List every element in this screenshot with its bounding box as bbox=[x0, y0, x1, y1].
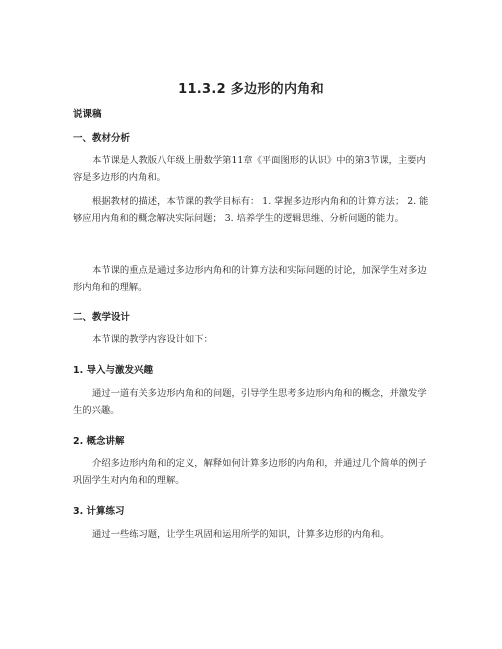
paragraph: 本节课的教学内容设计如下： bbox=[92, 334, 213, 345]
section-heading-design: 二、教学设计 bbox=[73, 312, 131, 323]
paragraph: 通过一些练习题，让学生巩固和运用所学的知识，计算多边形的内角和。 bbox=[92, 529, 390, 540]
paragraph: 本节课的重点是通过多边形内角和的计算方法和实际问题的讨论，加深学生对多边形内角和的理解。 bbox=[73, 265, 427, 293]
paragraph: 介绍多边形内角和的定义，解释如何计算多边形的内角和，并通过几个简单的例子巩固学生对内角和的理解。 bbox=[73, 458, 427, 486]
paragraph: 通过一道有关多边形内角和的问题，引导学生思考多边形内角和的概念，并激发学生的兴趣。 bbox=[73, 388, 427, 416]
subsection-heading: 3. 计算练习 bbox=[73, 506, 125, 517]
subsection-heading: 2. 概念讲解 bbox=[73, 436, 125, 447]
section-heading-analysis: 一、教材分析 bbox=[73, 133, 131, 144]
document-subtitle: 说课稿 bbox=[73, 109, 102, 120]
subsection-heading: 1. 导入与激发兴趣 bbox=[73, 365, 154, 376]
paragraph: 根据教材的描述，本节课的教学目标有： 1. 掌握多边形内角和的计算方法； 2. 能够应用内角和的概念解决实际问题； 3. 培养学生的逻辑思维、分析问题的能力。 bbox=[73, 196, 429, 224]
paragraph: 本节课是人教版八年级上册数学第11章《平面图形的认识》中的第3节课，主要内容是多边形的内角和。 bbox=[73, 155, 426, 183]
document-title: 11.3.2 多边形的内角和 bbox=[178, 82, 324, 97]
